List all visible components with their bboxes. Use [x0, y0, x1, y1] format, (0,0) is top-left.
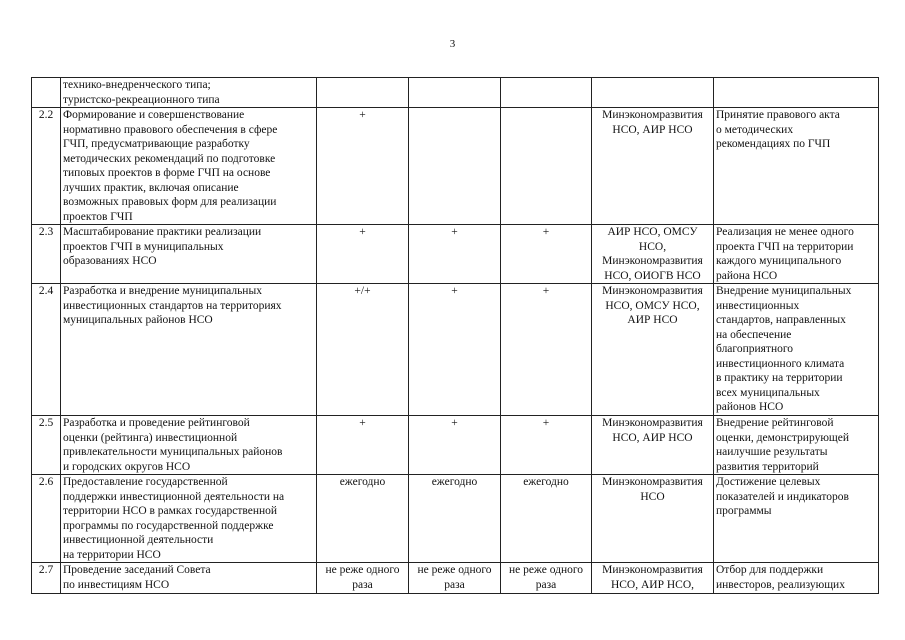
expected-result-cell	[714, 78, 879, 108]
cell-line: проекта ГЧП на территории	[716, 240, 854, 253]
item-number-cell	[32, 416, 61, 475]
cell-line: Реализация не менее одного	[716, 226, 854, 238]
cell-line: в практику на территории	[716, 372, 843, 384]
cell-text: не реже одного раза	[417, 564, 492, 591]
cell-text: 2.7	[38, 564, 54, 576]
cell-text: ежегодно	[339, 476, 386, 488]
cell-line: программы	[716, 505, 772, 517]
cell-line: каждого муниципального	[716, 255, 842, 267]
cell-text: ежегодно	[523, 476, 569, 488]
measure-description-cell	[61, 475, 317, 563]
cell-line: стандартов, направленных	[716, 314, 846, 326]
item-number-cell	[32, 475, 61, 563]
cell-line: Масштабирование практики реализации	[63, 226, 262, 238]
cell-line: Минэкономразвития	[602, 109, 703, 121]
table-row	[32, 78, 879, 108]
cell-line: благоприятного	[716, 343, 794, 355]
cell-line: Проведение заседаний Совета	[63, 564, 211, 576]
cell-line: инвестиционных стандартов на территориях	[63, 299, 282, 312]
year-1-cell	[317, 78, 409, 108]
year-1-cell	[317, 108, 409, 225]
cell-line: проектов ГЧП	[63, 210, 133, 223]
executor-cell	[592, 108, 714, 225]
cell-line: Внедрение муниципальных	[716, 285, 852, 297]
cell-line: по инвестициям НСО	[63, 578, 170, 591]
cell-line: рекомендациях по ГЧП	[716, 138, 831, 150]
item-number-cell	[32, 563, 61, 594]
expected-result-cell	[714, 475, 879, 563]
expected-result-cell	[714, 563, 879, 594]
item-number-cell	[32, 225, 61, 284]
cell-text: +	[542, 285, 550, 297]
cell-line: туристско-рекреационного типа	[63, 93, 220, 106]
cell-text: 2.2	[38, 109, 54, 121]
measure-description-cell	[61, 225, 317, 284]
table-row	[32, 416, 879, 475]
cell-text: ежегодно	[431, 476, 478, 488]
cell-line: НСО,	[638, 240, 667, 253]
table-row	[32, 108, 879, 225]
cell-line: Принятие правового акта	[716, 109, 840, 121]
cell-text: +/+	[354, 285, 371, 297]
year-3-cell	[501, 416, 592, 475]
item-number-cell	[32, 108, 61, 225]
year-3-cell	[501, 108, 592, 225]
executor-cell	[592, 284, 714, 416]
year-2-cell	[409, 78, 501, 108]
cell-line: методических рекомендаций по подготовке	[63, 152, 276, 165]
year-1-cell	[317, 475, 409, 563]
year-3-cell	[501, 563, 592, 594]
cell-line: на территории НСО	[63, 548, 161, 561]
cell-line: Минэкономразвития	[602, 476, 703, 488]
measure-description-cell	[61, 78, 317, 108]
cell-line: района НСО	[716, 269, 778, 282]
executor-cell	[592, 563, 714, 594]
cell-line: программы по государственной поддержке	[63, 519, 274, 532]
cell-line: Внедрение рейтинговой	[716, 417, 834, 429]
cell-line: Минэкономразвития	[602, 255, 703, 267]
cell-line: образованиях НСО	[63, 255, 157, 267]
expected-result-cell	[714, 416, 879, 475]
year-2-cell	[409, 475, 501, 563]
item-number-cell	[32, 284, 61, 416]
year-2-cell	[409, 284, 501, 416]
table-row	[32, 475, 879, 563]
cell-line: районов НСО	[716, 401, 784, 413]
cell-line: Отбор для поддержки	[716, 564, 824, 576]
cell-line: проектов ГЧП в муниципальных	[63, 240, 224, 253]
cell-text: 2.5	[38, 417, 54, 429]
cell-line: на обеспечение	[716, 328, 792, 341]
measure-description-cell	[61, 108, 317, 225]
cell-text: +	[451, 285, 458, 297]
page-number: 3	[449, 38, 456, 50]
cell-line: инвестиционной деятельности	[63, 534, 214, 546]
cell-line: всех муниципальных	[716, 386, 820, 399]
cell-line: о методических	[716, 123, 794, 136]
cell-line: Минэкономразвития	[602, 285, 703, 297]
executor-cell	[592, 475, 714, 563]
cell-line: развития территорий	[716, 460, 819, 473]
year-1-cell	[317, 563, 409, 594]
year-3-cell	[501, 78, 592, 108]
cell-line: инвестиционного климата	[716, 357, 845, 370]
cell-line: инвесторов, реализующих	[716, 578, 845, 591]
cell-line: показателей и индикаторов	[716, 490, 849, 503]
cell-text: +	[451, 417, 458, 429]
year-3-cell	[501, 225, 592, 284]
cell-line: ГЧП, предусматривающие разработку	[63, 138, 250, 150]
cell-text: +	[542, 226, 550, 238]
cell-line: оценки, демонстрирующей	[716, 431, 850, 444]
cell-line: поддержки инвестиционной деятельности на	[63, 490, 285, 503]
expected-result-cell	[714, 108, 879, 225]
item-number-cell	[32, 78, 61, 108]
year-2-cell	[409, 108, 501, 225]
cell-text: +	[359, 109, 366, 121]
cell-line: типовых проектов в форме ГЧП на основе	[63, 167, 271, 179]
cell-line: Минэкономразвития	[602, 417, 703, 429]
year-2-cell	[409, 225, 501, 284]
cell-text: не реже одного раза	[508, 564, 584, 591]
cell-line: возможных правовых форм для реализации	[63, 196, 277, 208]
cell-line: Формирование и совершенствование	[63, 109, 245, 121]
executor-cell	[592, 416, 714, 475]
cell-line: АИР НСО	[627, 314, 678, 326]
cell-line: и городских округов НСО	[63, 460, 191, 473]
executor-cell	[592, 78, 714, 108]
expected-result-cell	[714, 225, 879, 284]
cell-text: не реже одного раза	[325, 564, 400, 591]
year-2-cell	[409, 563, 501, 594]
table-row	[32, 225, 879, 284]
cell-text: 2.3	[38, 226, 54, 238]
cell-line: территории НСО в рамках государственной	[63, 505, 278, 517]
cell-line: НСО, АИР НСО	[612, 123, 693, 136]
cell-line: лучших практик, включая описание	[63, 181, 239, 194]
cell-text: +	[451, 226, 458, 238]
cell-text: +	[542, 417, 550, 429]
expected-result-cell	[714, 284, 879, 416]
year-1-cell	[317, 416, 409, 475]
cell-line: инвестиционных	[716, 299, 800, 312]
year-1-cell	[317, 225, 409, 284]
cell-text: +	[359, 417, 366, 429]
cell-line: Достижение целевых	[716, 476, 821, 488]
cell-line: Минэкономразвития	[602, 564, 703, 576]
cell-line: АИР НСО, ОМСУ	[607, 226, 698, 238]
cell-line: НСО, ОМСУ НСО,	[605, 299, 700, 312]
year-3-cell	[501, 284, 592, 416]
measure-description-cell	[61, 563, 317, 594]
cell-text: 2.6	[38, 476, 54, 488]
cell-line: НСО, АИР НСО	[612, 431, 693, 444]
cell-line: НСО, ОИОГВ НСО	[604, 269, 701, 282]
cell-line: нормативно правового обеспечения в сфере	[63, 123, 278, 136]
measure-description-cell	[61, 284, 317, 416]
cell-line: технико-внедренческого типа;	[63, 79, 211, 91]
cell-line: оценки (рейтинга) инвестиционной	[63, 431, 238, 444]
cell-line: муниципальных районов НСО	[63, 314, 213, 326]
year-2-cell	[409, 416, 501, 475]
cell-text: 2.4	[38, 285, 54, 297]
measures-table	[31, 77, 879, 594]
measure-description-cell	[61, 416, 317, 475]
year-3-cell	[501, 475, 592, 563]
table-row	[32, 563, 879, 594]
cell-line: НСО, АИР НСО,	[610, 578, 695, 591]
cell-line: Разработка и проведение рейтинговой	[63, 417, 250, 429]
cell-line: наилучшие результаты	[716, 446, 828, 458]
executor-cell	[592, 225, 714, 284]
cell-line: Предоставление государственной	[63, 476, 228, 488]
table-row	[32, 284, 879, 416]
cell-line: привлекательности муниципальных районов	[63, 446, 283, 458]
cell-line: НСО	[640, 490, 665, 503]
cell-line: Разработка и внедрение муниципальных	[63, 285, 262, 297]
year-1-cell	[317, 284, 409, 416]
cell-text: +	[359, 226, 366, 238]
